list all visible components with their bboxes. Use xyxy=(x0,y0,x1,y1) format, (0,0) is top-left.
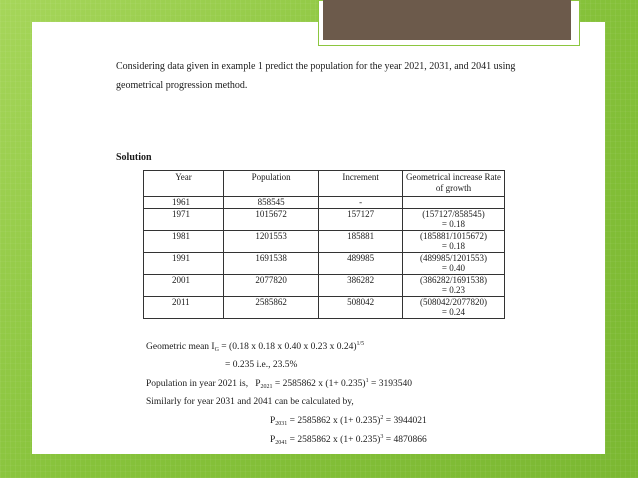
rate-value: = 0.23 xyxy=(441,285,465,295)
cell-population: 2077820 xyxy=(223,274,318,296)
p2021-expression: = 2585862 x (1+ 0.235) xyxy=(272,379,366,389)
similarly-text: Similarly for year 2031 and 2041 can be calculated by, xyxy=(146,397,354,407)
header-population: Population xyxy=(223,171,318,197)
cell-year: 1991 xyxy=(144,252,224,274)
table-row xyxy=(144,230,505,252)
solution-heading: Solution xyxy=(116,152,152,163)
title-placeholder-box xyxy=(323,0,571,40)
cell-growth-rate xyxy=(402,252,504,274)
ratio-text: (157127/858545) xyxy=(422,208,485,219)
cell-year: 1981 xyxy=(144,230,224,252)
table-row xyxy=(144,208,505,230)
rate-value: = 0.18 xyxy=(441,219,465,229)
cell-increment: 508042 xyxy=(319,296,403,318)
population-2041-line xyxy=(270,434,427,446)
p2021-exponent: 1 xyxy=(365,378,369,384)
cell-increment: 185881 xyxy=(319,230,403,252)
header-year: Year xyxy=(144,171,224,197)
cell-year: 2011 xyxy=(144,296,224,318)
cell-population: 858545 xyxy=(223,197,318,209)
table-row xyxy=(144,296,505,318)
cell-increment: 489985 xyxy=(319,252,403,274)
geo-mean-subscript: G xyxy=(214,347,219,353)
problem-statement: Considering data given in example 1 predict the population for the year 2021, 2031, and 2041 using geometrical progression method. xyxy=(116,61,516,91)
p2041-expression: = 2585862 x (1+ 0.235) xyxy=(287,435,381,445)
header-increment: Increment xyxy=(319,171,403,197)
cell-growth-rate xyxy=(402,208,504,230)
geo-mean-expression: = (0.18 x 0.18 x 0.40 x 0.23 x 0.24) xyxy=(218,342,357,352)
rate-value: = 0.24 xyxy=(441,307,465,317)
header-growth-rate: Geometrical increase Rate of growth xyxy=(402,171,504,197)
p2031-result: = 3944021 xyxy=(383,416,427,426)
cell-year: 1961 xyxy=(144,197,224,209)
p2031-expression: = 2585862 x (1+ 0.235) xyxy=(287,416,381,426)
table-row xyxy=(144,197,505,209)
ratio-text: (185881/1015672) xyxy=(419,230,487,241)
p2021-result: = 3193540 xyxy=(368,379,412,389)
geometric-mean-line xyxy=(146,341,364,353)
population-2021-line xyxy=(146,378,412,390)
ratio-text: (508042/2077820) xyxy=(419,296,487,307)
cell-year: 1971 xyxy=(144,208,224,230)
ratio-text: (489985/1201553) xyxy=(419,252,487,263)
cell-increment: - xyxy=(319,197,403,209)
cell-growth-rate xyxy=(402,197,504,209)
cell-increment: 386282 xyxy=(319,274,403,296)
p2041-subscript: 2041 xyxy=(275,440,288,446)
cell-growth-rate xyxy=(402,230,504,252)
cell-population: 1015672 xyxy=(223,208,318,230)
table-row xyxy=(144,252,505,274)
cell-population: 1691538 xyxy=(223,252,318,274)
p-symbol: P xyxy=(270,435,276,445)
cell-population: 2585862 xyxy=(223,296,318,318)
cell-population: 1201553 xyxy=(223,230,318,252)
table-row xyxy=(144,274,505,296)
p2041-result: = 4870866 xyxy=(383,435,427,445)
table-header-row xyxy=(144,171,505,197)
p2031-exponent: 2 xyxy=(380,415,384,421)
pop-2021-label: Population in year 2021 is, xyxy=(146,379,249,389)
p-symbol: P xyxy=(270,416,276,426)
p2031-subscript: 2031 xyxy=(275,421,288,427)
rate-value: = 0.18 xyxy=(441,241,465,251)
p2041-exponent: 3 xyxy=(380,434,384,440)
rate-value: = 0.40 xyxy=(441,263,465,273)
cell-year: 2001 xyxy=(144,274,224,296)
cell-increment: 157127 xyxy=(319,208,403,230)
geometric-mean-result: = 0.235 i.e., 23.5% xyxy=(225,360,298,370)
ratio-text: (386282/1691538) xyxy=(419,274,487,285)
cell-growth-rate xyxy=(402,274,504,296)
p2021-subscript: 2021 xyxy=(260,384,273,390)
cell-growth-rate xyxy=(402,296,504,318)
geo-mean-exponent: 1/5 xyxy=(356,341,365,347)
p-symbol: P xyxy=(255,379,261,389)
population-2031-line xyxy=(270,415,427,427)
geo-mean-label: Geometric mean I xyxy=(146,342,215,352)
population-table xyxy=(143,170,505,319)
